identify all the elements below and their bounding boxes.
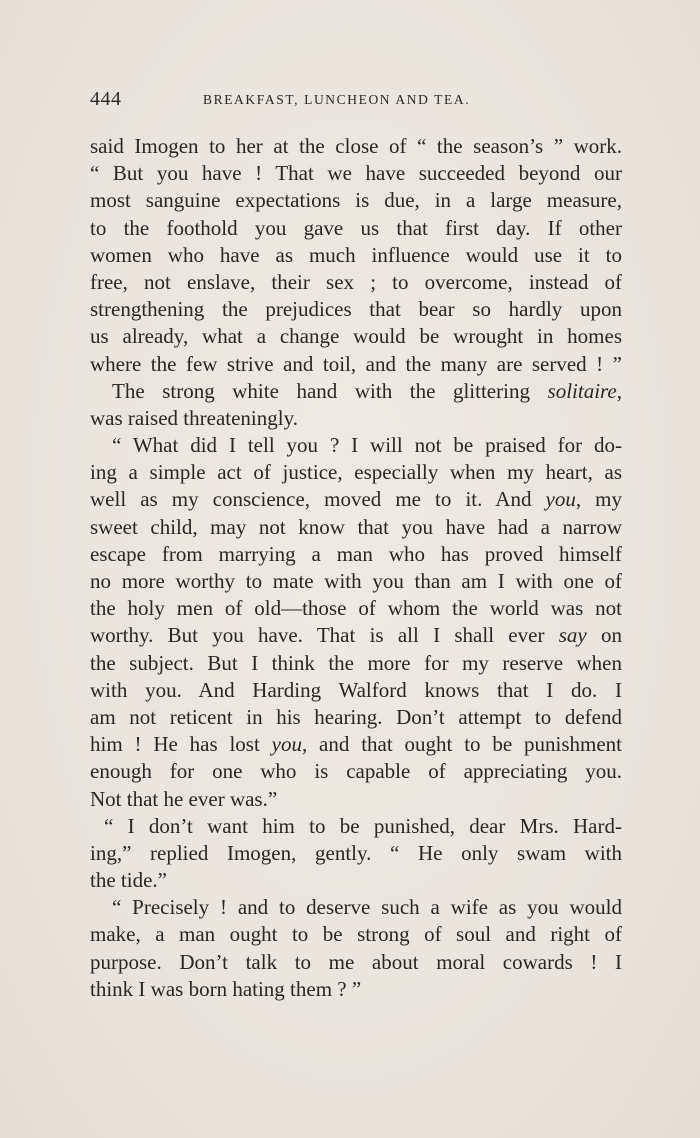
text-line: “ What did I tell you ? I will not be praised for do- — [112, 433, 622, 458]
text-line: was raised threateningly. — [90, 405, 298, 430]
text-line: women who have as much influence would use it to — [90, 242, 622, 267]
body-text — [90, 133, 622, 1003]
text-line: to the foothold you gave us that first day. If other — [90, 215, 622, 240]
text-line: escape from marrying a man who has proved himself — [90, 541, 622, 566]
text-run: on — [586, 623, 622, 648]
text-line — [90, 622, 622, 649]
page-number: 444 — [90, 88, 122, 110]
text-run: him ! He has lost — [90, 732, 272, 757]
text-line: make, a man ought to be strong of soul and right of — [90, 922, 622, 947]
page-header — [90, 88, 622, 118]
text-line: think I was born hating them ? ” — [90, 976, 362, 1001]
italic-word: say — [558, 623, 587, 648]
italic-word: solitaire — [547, 378, 617, 403]
text-line: am not reticent in his hearing. Don’t attempt to defend — [90, 704, 622, 729]
text-line: purpose. Don’t talk to me about moral cowards ! I — [90, 949, 622, 974]
text-line — [90, 378, 622, 405]
text-line: where the few strive and toil, and the many are served ! ” — [90, 351, 622, 376]
text-run: , and that ought to be punishment — [301, 732, 623, 757]
text-line: “ I don’t want him to be punished, dear Mrs. Hard- — [104, 813, 622, 838]
text-run: The strong white hand with the glittering — [112, 378, 548, 403]
text-line: ing a simple act of justice, especially when my heart, as — [90, 460, 622, 485]
text-run: , — [616, 378, 622, 403]
text-line: the subject. But I think the more for my reserve when — [90, 650, 622, 675]
text-line — [90, 731, 622, 758]
text-line: with you. And Harding Walford knows that I do. I — [90, 677, 622, 702]
text-run: , my — [575, 487, 622, 512]
text-line — [90, 486, 622, 513]
text-line: no more worthy to mate with you than am I with one of — [90, 569, 622, 593]
text-line: ing,” replied Imogen, gently. “ He only swam with — [90, 840, 622, 865]
text-line: “ But you have ! That we have succeeded beyond our — [90, 161, 622, 186]
text-line: strengthening the prejudices that bear so hardly upon — [90, 297, 622, 322]
text-line: the tide.” — [90, 868, 167, 893]
italic-word: you — [545, 487, 576, 512]
text-line: free, not enslave, their sex ; to overcome, instead of — [90, 269, 622, 294]
text-line: said Imogen to her at the close of “ the season’s ” work. — [90, 134, 622, 158]
text-line: sweet child, may not know that you have had a narrow — [90, 514, 622, 539]
text-line: the holy men of old—those of whom the world was not — [90, 596, 622, 621]
text-run: worthy. But you have. That is all I shall ever — [90, 623, 559, 648]
italic-word: you — [271, 732, 302, 757]
text-line: most sanguine expectations is due, in a large measure, — [90, 188, 622, 213]
text-line: Not that he ever was.” — [90, 786, 278, 811]
text-line: us already, what a change would be wrought in homes — [90, 324, 622, 349]
text-line: enough for one who is capable of appreciating you. — [90, 759, 622, 784]
text-run: well as my conscience, moved me to it. And — [90, 487, 546, 512]
text-line: “ Precisely ! and to deserve such a wife as you would — [112, 895, 622, 920]
running-title: BREAKFAST, LUNCHEON AND TEA. — [203, 92, 471, 107]
